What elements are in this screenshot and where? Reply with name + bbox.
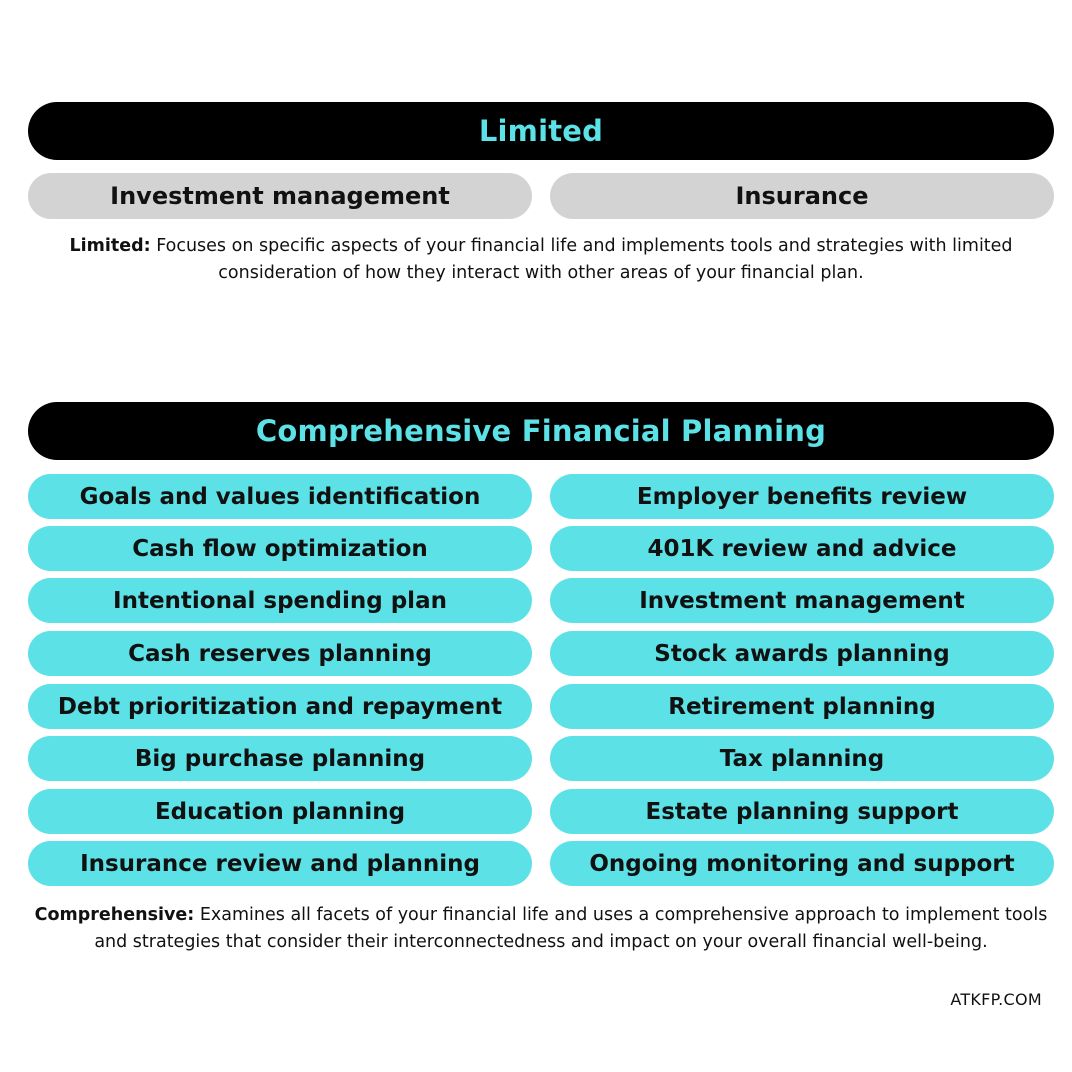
comprehensive-item	[550, 736, 1054, 781]
comprehensive-item	[550, 474, 1054, 519]
comprehensive-item	[28, 631, 532, 676]
comprehensive-item-label: Investment management	[639, 587, 965, 614]
comprehensive-item	[28, 526, 532, 571]
comprehensive-item	[550, 631, 1054, 676]
comprehensive-item	[28, 474, 532, 519]
comprehensive-header	[28, 402, 1054, 460]
limited-item-label: Insurance	[735, 182, 869, 210]
comprehensive-item	[550, 789, 1054, 834]
limited-description-text: Focuses on specific aspects of your financial life and implements tools and strategies with limited consideration of how they interact with other areas of your financial plan.	[156, 236, 1013, 283]
comprehensive-item-label: Cash reserves planning	[128, 640, 432, 667]
comprehensive-item-label: 401K review and advice	[647, 535, 957, 562]
comprehensive-item	[28, 736, 532, 781]
comprehensive-item-label: Goals and values identification	[79, 483, 481, 510]
comprehensive-item	[28, 841, 532, 886]
comprehensive-item-label: Tax planning	[719, 745, 885, 772]
comprehensive-title: Comprehensive Financial Planning	[255, 414, 827, 448]
comprehensive-item-label: Cash flow optimization	[132, 535, 428, 562]
comprehensive-item	[550, 526, 1054, 571]
comprehensive-item-label: Estate planning support	[645, 798, 959, 825]
comprehensive-item-label: Employer benefits review	[636, 483, 968, 510]
comprehensive-item	[28, 789, 532, 834]
comprehensive-item-label: Insurance review and planning	[80, 850, 480, 877]
limited-description	[30, 233, 1052, 287]
comprehensive-item-label: Ongoing monitoring and support	[589, 850, 1015, 877]
comprehensive-description-text: Examines all facets of your financial life and uses a comprehensive approach to implement tools and strategies that consider their interconnectedness and impact on your overall financial well-being.	[94, 905, 1048, 952]
comprehensive-item	[28, 578, 532, 623]
comprehensive-item-label: Stock awards planning	[654, 640, 950, 667]
limited-item-label: Investment management	[110, 182, 450, 210]
comprehensive-item	[550, 841, 1054, 886]
comprehensive-item-label: Retirement planning	[668, 693, 936, 720]
comprehensive-item-label: Debt prioritization and repayment	[57, 693, 503, 720]
limited-description-label: Limited:	[69, 236, 151, 256]
limited-item-investment-management	[28, 173, 532, 219]
limited-title: Limited	[478, 114, 604, 148]
comprehensive-item	[550, 578, 1054, 623]
limited-item-insurance	[550, 173, 1054, 219]
site-url: ATKFP.COM	[950, 990, 1042, 1009]
comprehensive-item-label: Intentional spending plan	[113, 587, 447, 614]
comprehensive-item-label: Big purchase planning	[134, 745, 426, 772]
limited-header	[28, 102, 1054, 160]
comprehensive-item	[28, 684, 532, 729]
comprehensive-item-label: Education planning	[154, 798, 406, 825]
comprehensive-item	[550, 684, 1054, 729]
comprehensive-description-label: Comprehensive:	[34, 905, 195, 925]
comprehensive-description	[30, 902, 1052, 956]
